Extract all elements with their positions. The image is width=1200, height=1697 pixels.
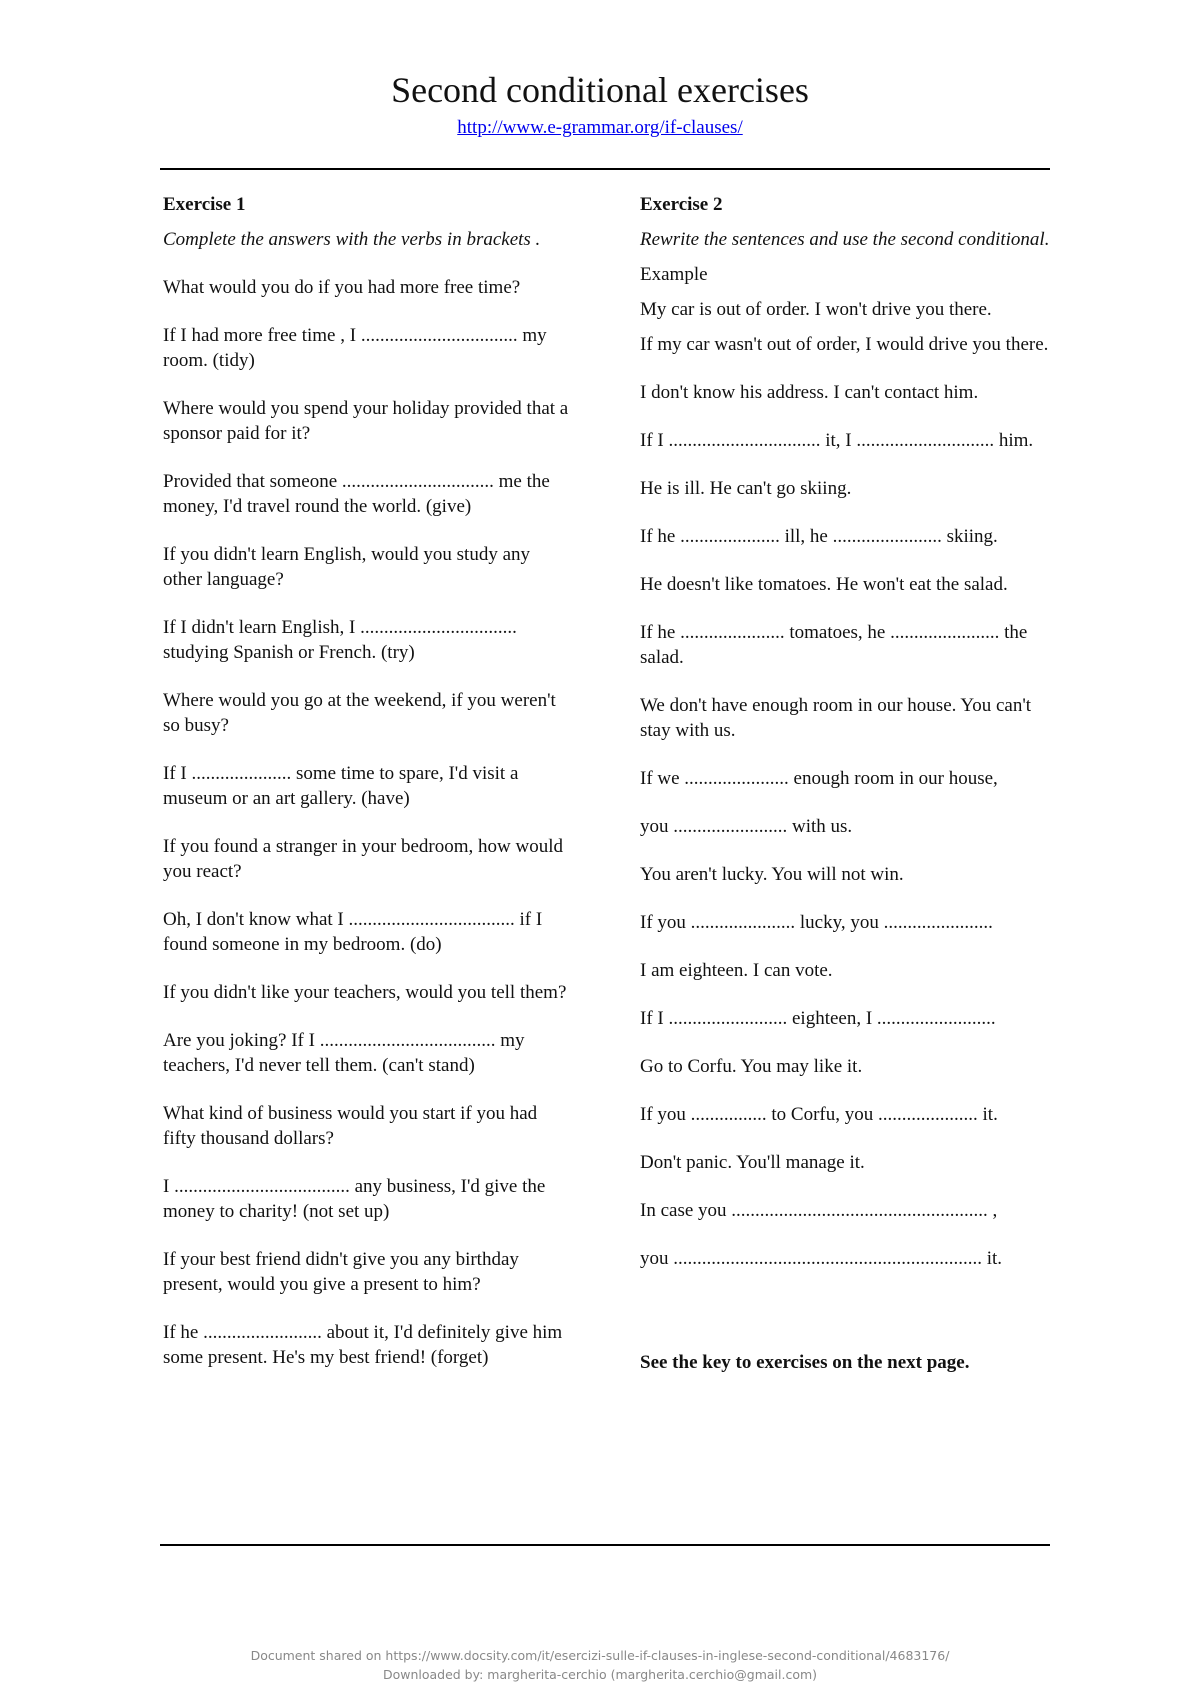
exercise-2-sentence: Don't panic. You'll manage it. [640, 1152, 865, 1173]
exercise-1-question: What kind of business would you start if you had fifty thousand dollars? [163, 1103, 538, 1149]
exercise-1-question: If you didn't learn English, would you study any other language? [163, 544, 531, 590]
exercise-2-rewrite: you ........................ with us. [640, 816, 853, 837]
exercise-2-sentence: I don't know his address. I can't contact him. [640, 382, 979, 403]
exercise-1-answer: If I had more free time , I ................................. my room. (tidy) [163, 325, 547, 371]
exercise-2-sentence: I am eighteen. I can vote. [640, 960, 833, 981]
exercise-2-rewrite: If you ...................... lucky, you ....................... [640, 912, 993, 933]
example-question: My car is out of order. I won't drive you there. [640, 299, 992, 320]
exercise-1-answer: If he ......................... about it, I'd definitely give him some present. He's my best friend! (forget) [163, 1322, 563, 1368]
exercise-1-question: If you found a stranger in your bedroom, how would you react? [163, 836, 563, 882]
exercise-2-rewrite: If we ...................... enough room in our house, [640, 768, 998, 789]
spacer [640, 1294, 1050, 1350]
exercise-1-answer: If I ..................... some time to spare, I'd visit a museum or an art gallery. (have) [163, 763, 519, 809]
exercise-1-instruction: Complete the answers with the verbs in brackets . [163, 229, 541, 250]
exercise-2-sentence: Go to Corfu. You may like it. [640, 1056, 863, 1077]
exercise-1-question: Where would you spend your holiday provided that a sponsor paid for it? [163, 398, 569, 444]
exercise-1-answer: Oh, I don't know what I ................................... if I found someone in my bedroom. (do) [163, 909, 543, 955]
exercise-1-question: What would you do if you had more free time? [163, 277, 521, 298]
example-label: Example [640, 264, 708, 285]
exercise-2-sentence: He doesn't like tomatoes. He won't eat the salad. [640, 574, 1008, 595]
footer-shared-note: Document shared on https://www.docsity.com/it/esercizi-sulle-if-clauses-in-inglese-second-conditional/4683176/ [250, 1648, 950, 1663]
source-link[interactable]: http://www.e-grammar.org/if-clauses/ [457, 117, 743, 138]
exercise-2-rewrite: If I ......................... eighteen, I ......................... [640, 1008, 996, 1029]
exercise-1-answer: If I didn't learn English, I ................................. studying Spanish or French. (try) [163, 617, 517, 663]
exercise-2-rewrite: In case you ...................................................... , [640, 1200, 998, 1221]
page-title: Second conditional exercises [391, 70, 809, 110]
exercise-2-rewrite: If you ................ to Corfu, you ..................... it. [640, 1104, 998, 1125]
exercise-1-answer: Provided that someone ................................ me the money, I'd travel round the world. (give) [163, 471, 550, 517]
exercise-2-title: Exercise 2 [640, 194, 723, 215]
exercise-1-question: If your best friend didn't give you any birthday present, would you give a present to him? [163, 1249, 519, 1295]
exercise-1-answer: Are you joking? If I ..................................... my teachers, I'd never tell them. (can't stand) [163, 1030, 525, 1076]
example-answer: If my car wasn't out of order, I would drive you there. [640, 334, 1049, 355]
footer-downloaded-note: Downloaded by: margherita-cerchio (margherita.cerchio@gmail.com) [382, 1667, 818, 1682]
exercise-2-rewrite: If he ...................... tomatoes, he ....................... the salad. [640, 622, 1028, 668]
exercise-2-rewrite: If he ..................... ill, he ....................... skiing. [640, 526, 998, 547]
exercise-2-sentence: You aren't lucky. You will not win. [640, 864, 904, 885]
top-divider [160, 168, 1050, 170]
exercise-2-instruction: Rewrite the sentences and use the second conditional. [640, 229, 1050, 250]
exercise-1-answer: I ..................................... any business, I'd give the money to charity! (not set up) [163, 1176, 546, 1222]
exercise-1-question: Where would you go at the weekend, if you weren't so busy? [163, 690, 556, 736]
key-note: See the key to exercises on the next page. [640, 1352, 970, 1373]
bottom-divider [160, 1544, 1050, 1546]
exercise-2-sentence: He is ill. He can't go skiing. [640, 478, 852, 499]
exercise-1-question: If you didn't like your teachers, would you tell them? [163, 982, 567, 1003]
exercise-2-sentence: We don't have enough room in our house. You can't stay with us. [640, 695, 1032, 741]
exercise-1-title: Exercise 1 [163, 194, 246, 215]
exercise-1-column [163, 192, 573, 1393]
exercise-2-rewrite: you ................................................................. it. [640, 1248, 1003, 1269]
exercise-2-column [640, 192, 1050, 1375]
exercise-2-rewrite: If I ................................ it, I ............................. him. [640, 430, 1034, 451]
